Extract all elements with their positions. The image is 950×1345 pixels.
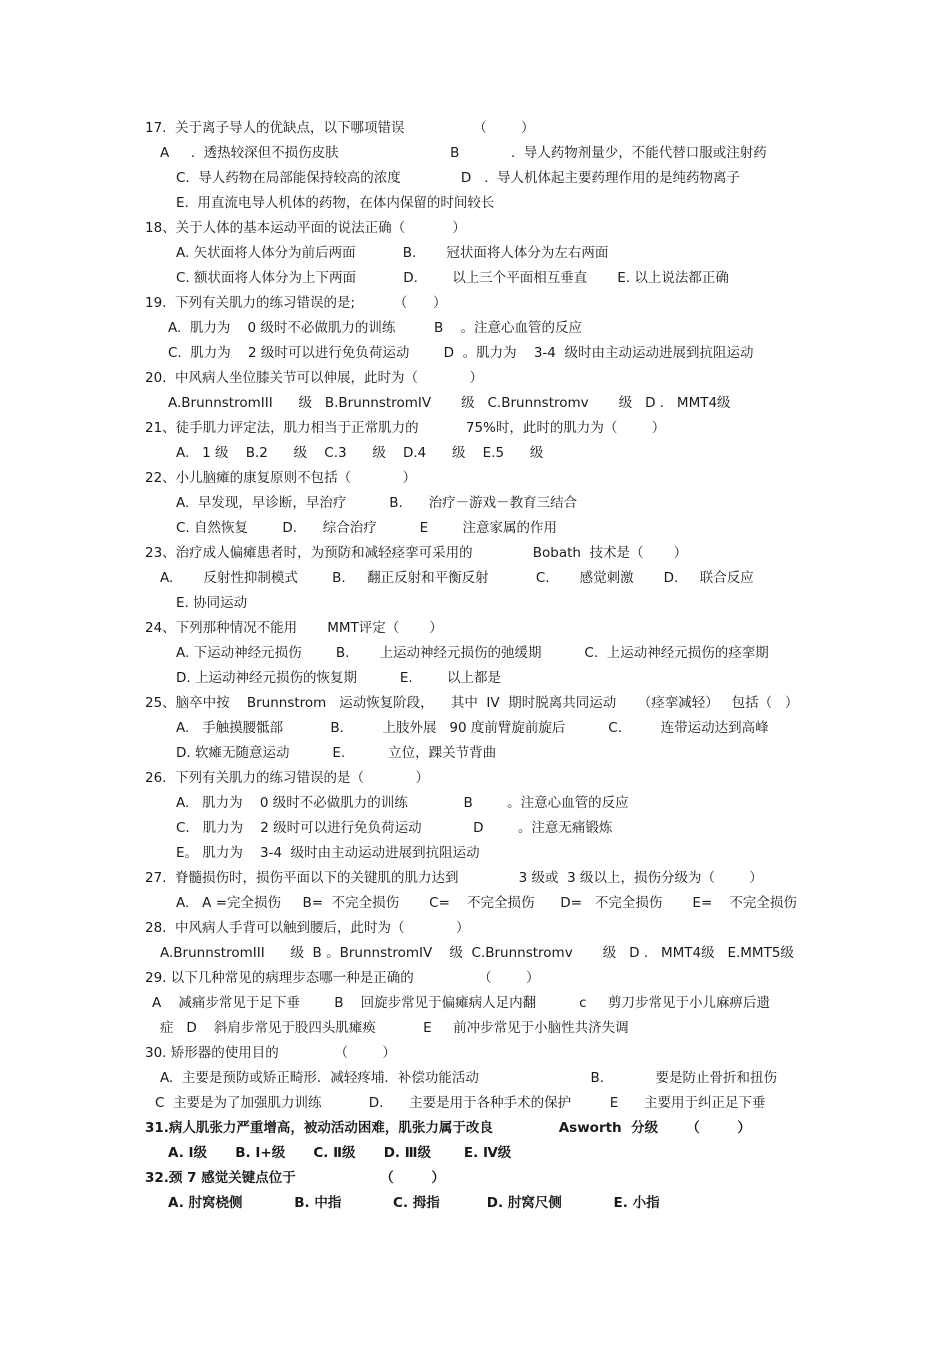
q20-options: A.BrunnstromIII 级 B.BrunnstromIV 级 C.Brunnstromv 级 D . MMT4级	[168, 395, 731, 411]
q25-options-d-e: D. 软瘫无随意运动 E. 立位，踝关节背曲	[176, 745, 497, 761]
question-27: 27. 脊髓损伤时，损伤平面以下的关键肌的肌力达到 3 级或 3 级以上，损伤分级为（ ）	[145, 870, 763, 886]
q29-options-d-e: 症 D 斜肩步常见于股四头肌瘫痪 E 前冲步常见于小脑性共济失调	[160, 1020, 629, 1036]
question-23: 23、治疗成人偏瘫患者时，为预防和减轻痉挛可采用的 Bobath 技术是（ ）	[145, 545, 688, 561]
question-21: 21、徒手肌力评定法，肌力相当于正常肌力的 75%时，此时的肌力为（ ）	[145, 420, 666, 436]
q18-options-c-e: C. 额状面将人体分为上下两面 D. 以上三个平面相互垂直 E. 以上说法都正确	[176, 270, 729, 286]
q30-options-a-b: A. 主要是预防或矫正畸形．减轻疼埔．补偿功能活动 B. 要是防止骨折和扭伤	[160, 1070, 777, 1086]
q19-options-c-d: C. 肌力为 2 级时可以进行免负荷运动 D 。肌力为 3-4 级时由主动运动进展到抗阻运动	[168, 345, 754, 361]
q30-options-c-e: C 主要是为了加强肌力训练 D. 主要是用于各种手术的保护 E 主要用于纠正足下垂	[155, 1095, 766, 1111]
q29-options-a-c: A 减痛步常见于足下垂 B 回旋步常见于偏瘫病人足内翻 c 剪刀步常见于小儿麻痹后遗	[152, 995, 770, 1011]
q24-options-a-c: A. 下运动神经元损伤 B. 上运动神经元损伤的弛缓期 C. 上运动神经元损伤的痉挛期	[176, 645, 769, 661]
question-19: 19. 下列有关肌力的练习错误的是; （ ）	[145, 295, 447, 311]
q27-options: A. A =完全损伤 B= 不完全损伤 C= 不完全损伤 D= 不完全损伤 E= 不完全损伤	[176, 895, 797, 911]
q25-options-a-c: A. 手触摸腰骶部 B. 上肢外展 90 度前臂旋前旋后 C. 连带运动达到高峰	[176, 720, 769, 736]
q23-option-e: E. 协同运动	[176, 595, 248, 611]
question-29: 29. 以下几种常见的病理步态哪一种是正确的 （ ）	[145, 970, 540, 986]
question-25: 25、脑卒中按 Brunnstrom 运动恢复阶段， 其中 IV 期时脱离共同运动 （痉挛减轻） 包括（ ）	[145, 695, 799, 711]
q26-option-e: E。 肌力为 3-4 级时由主动运动进展到抗阻运动	[176, 845, 480, 861]
q31-options: A. Ⅰ级 B. Ⅰ+级 C. Ⅱ级 D. Ⅲ级 E. Ⅳ级	[168, 1145, 512, 1161]
q17-options-a-b: A . 透热较深但不损伤皮肤 B . 导人药物剂量少，不能代替口服或注射药	[160, 145, 767, 161]
q21-options: A. 1 级 B.2 级 C.3 级 D.4 级 E.5 级	[176, 445, 544, 461]
q24-options-d-e: D. 上运动神经元损伤的恢复期 E. 以上都是	[176, 670, 502, 686]
q23-options-a-d: A. 反射性抑制模式 B. 翻正反射和平衡反射 C. 感觉刺激 D. 联合反应	[160, 570, 754, 586]
q26-options-c-d: C. 肌力为 2 级时可以进行免负荷运动 D 。注意无痛锻炼	[176, 820, 613, 836]
question-31: 31.病人肌张力严重增高，被动活动困难，肌张力属于改良 Asworth 分级 （ ）	[145, 1120, 751, 1136]
q32-options: A. 肘窝桡侧 B. 中指 C. 拇指 D. 肘窝尺侧 E. 小指	[168, 1195, 660, 1211]
q26-options-a-b: A. 肌力为 0 级时不必做肌力的训练 B 。注意心血管的反应	[176, 795, 629, 811]
question-17: 17. 关于离子导人的优缺点，以下哪项错误 （ ）	[145, 120, 535, 136]
question-20: 20. 中风病人坐位膝关节可以伸展，此时为（ ）	[145, 370, 484, 386]
q18-options-a-b: A. 矢状面将人体分为前后两面 B. 冠状面将人体分为左右两面	[176, 245, 609, 261]
q28-options: A.BrunnstromIII 级 B 。BrunnstromIV 级 C.Brunnstromv 级 D . MMT4级 E.MMT5级	[160, 945, 794, 961]
question-28: 28. 中风病人手背可以触到腰后，此时为（ ）	[145, 920, 470, 936]
q19-options-a-b: A. 肌力为 0 级时不必做肌力的训练 B 。注意心血管的反应	[168, 320, 582, 336]
q17-option-e: E. 用直流电导人机体的药物，在体内保留的时间较长	[176, 195, 495, 211]
question-26: 26. 下列有关肌力的练习错误的是（ ）	[145, 770, 430, 786]
q17-options-c-d: C. 导人药物在局部能保持较高的浓度 D . 导人机体起主要药理作用的是纯药物离子	[176, 170, 741, 186]
q22-options-c-e: C. 自然恢复 D. 综合治疗 E 注意家属的作用	[176, 520, 558, 536]
question-30: 30. 矫形器的使用目的 （ ）	[145, 1045, 396, 1061]
question-18: 18、关于人体的基本运动平面的说法正确（ ）	[145, 220, 466, 236]
q22-options-a-b: A. 早发现，早诊断，早治疗 B. 治疗－游戏－教育三结合	[176, 495, 578, 511]
question-24: 24、下列那种情况不能用 MMT评定（ ）	[145, 620, 443, 636]
question-22: 22、小儿脑瘫的康复原则不包括（ ）	[145, 470, 417, 486]
question-32: 32.颈 7 感觉关键点位于 （ ）	[145, 1170, 445, 1186]
